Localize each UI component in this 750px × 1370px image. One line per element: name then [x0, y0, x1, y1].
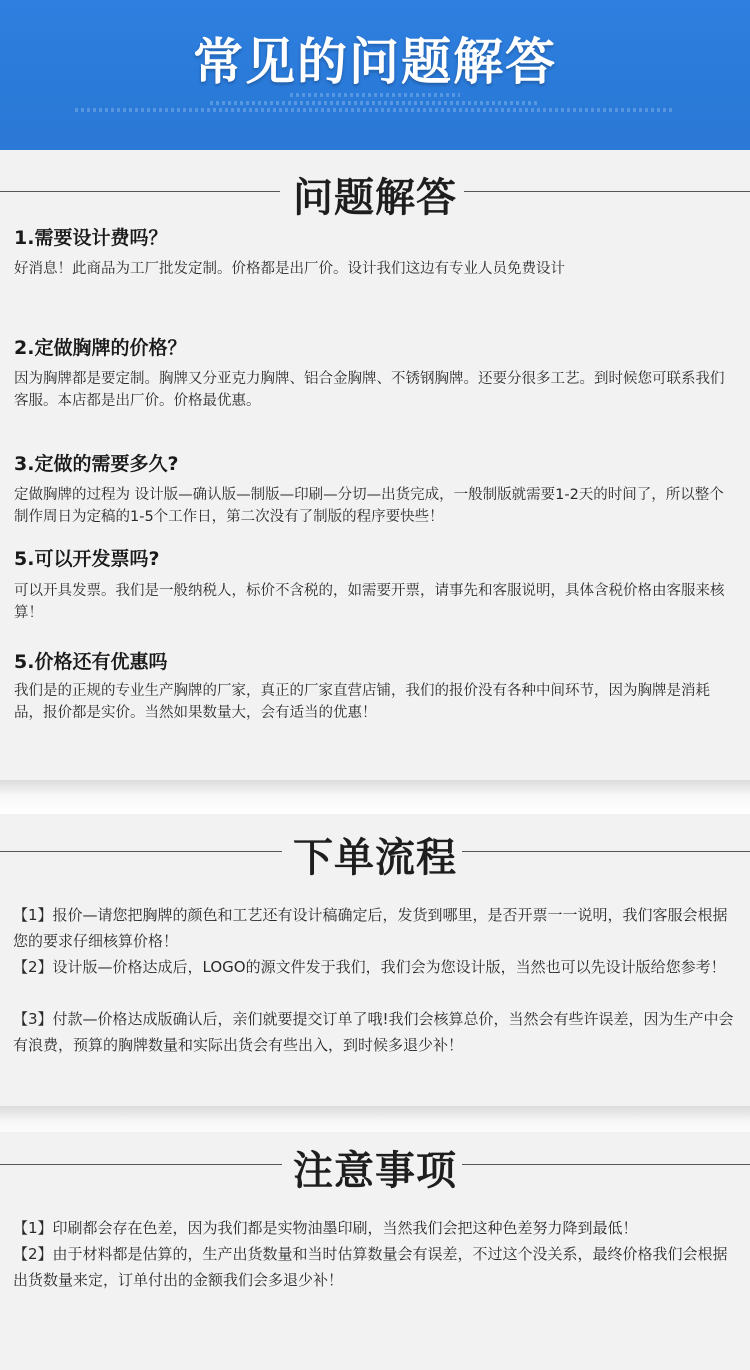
faq-answer-2: 因为胸牌都是要定制。胸牌又分亚克力胸牌、铝合金胸牌、不锈钢胸牌。还要分很多工艺。到时候您可联系我们客服。本店都是出厂价。价格最优惠。: [14, 371, 725, 409]
header-banner: [0, 0, 750, 150]
faq-question-1: 1.需要设计费吗？: [14, 227, 168, 249]
order-step-1: 【1】报价—请您把胸牌的颜色和工艺还有设计稿确定后，发货到哪里，是否开票一一说明，我们客服会根据您的要求仔细核算价格！: [13, 906, 728, 950]
notes-section: [0, 1132, 750, 1370]
faq-heading: 问题解答: [293, 175, 457, 221]
divider-right: [462, 1164, 750, 1165]
banner-decoration: [75, 108, 675, 112]
faq-answer-4: 可以开具发票。我们是一般纳税人，标价不含税的，如需要开票，请事先和客服说明，具体含税价格由客服来核算！: [14, 583, 725, 621]
faq-question-2: 2.定做胸牌的价格？: [14, 337, 187, 359]
faq-question-3: 3.定做的需要多久?: [14, 453, 179, 475]
faq-header: [0, 162, 750, 222]
banner-decoration: [290, 93, 460, 97]
section-separator: [0, 780, 750, 814]
order-header: [0, 822, 750, 882]
banner-title: 常见的问题解答: [193, 33, 557, 91]
order-step-2: 【2】设计版—价格达成后，LOGO的源文件发于我们，我们会为您设计版，当然也可以先设计版给您参考！: [13, 958, 726, 976]
faq-question-4: 5.可以开发票吗?: [14, 548, 160, 570]
notes-header: [0, 1135, 750, 1195]
banner-decoration: [210, 101, 540, 105]
faq-question-5: 5.价格还有优惠吗: [14, 651, 168, 673]
faq-answer-1: 好消息！此商品为工厂批发定制。价格都是出厂价。设计我们这边有专业人员免费设计: [14, 261, 565, 277]
faq-section: [0, 150, 750, 780]
notes-item-1: 【1】印刷都会存在色差，因为我们都是实物油墨印刷，当然我们会把这种色差努力降到最低！: [13, 1219, 638, 1237]
order-section: [0, 814, 750, 1114]
faq-answer-3: 定做胸牌的过程为 设计版—确认版—制版—印刷—分切—出货完成，一般制版就需要1-2天的时间了，所以整个制作周日为定稿的1-5个工作日，第二次没有了制版的程序要快些！: [14, 487, 724, 525]
notes-heading: 注意事项: [293, 1148, 457, 1194]
order-step-3: 【3】付款—价格达成版确认后，亲们就要提交订单了哦!我们会核算总价，当然会有些许误差，因为生产中会有浪费，预算的胸牌数量和实际出货会有些出入，到时候多退少补！: [13, 1010, 734, 1054]
divider-right: [462, 851, 750, 852]
order-heading: 下单流程: [293, 835, 457, 881]
divider-right: [464, 191, 750, 192]
notes-item-2: 【2】由于材料都是估算的，生产出货数量和当时估算数量会有误差，不过这个没关系，最终价格我们会根据出货数量来定，订单付出的金额我们会多退少补！: [13, 1245, 728, 1289]
faq-answer-5: 我们是的正规的专业生产胸牌的厂家，真正的厂家直营店铺，我们的报价没有各种中间环节，因为胸牌是消耗品，报价都是实价。当然如果数量大，会有适当的优惠！: [14, 683, 710, 721]
